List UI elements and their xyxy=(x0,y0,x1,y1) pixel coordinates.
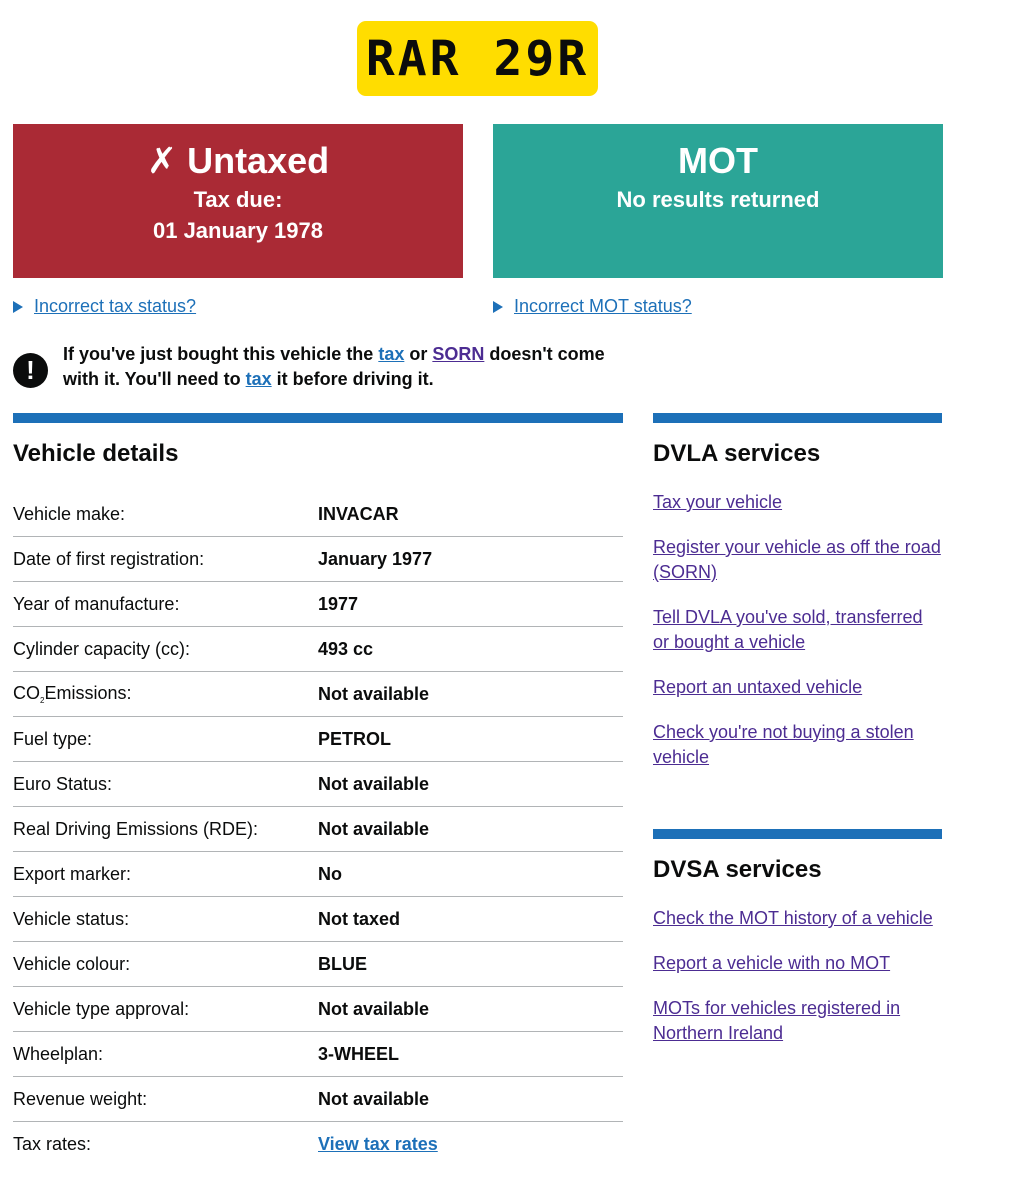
summary-key: Vehicle colour: xyxy=(13,953,131,974)
tax-your-vehicle-link[interactable]: Tax your vehicle xyxy=(653,492,783,512)
summary-row xyxy=(13,1077,623,1122)
summary-row xyxy=(13,717,623,762)
summary-key: Year of manufacture: xyxy=(13,593,180,614)
summary-row xyxy=(13,987,623,1032)
summary-value: January 1977 xyxy=(318,548,433,569)
vehicle-details-list xyxy=(13,492,623,1167)
tax-status-panel xyxy=(13,124,463,278)
report-no-mot-link[interactable]: Report a vehicle with no MOT xyxy=(653,953,891,973)
incorrect-mot-status-toggle[interactable] xyxy=(493,296,692,317)
tax-due-date: 01 January 1978 xyxy=(152,218,324,243)
warning-text-part: or xyxy=(404,344,433,364)
summary-row xyxy=(13,537,623,582)
mot-status-heading: MOT xyxy=(678,140,758,181)
warning-text-part: doesn't come with it. You'll need to xyxy=(63,344,605,389)
incorrect-tax-status-label: Incorrect tax status? xyxy=(34,296,197,316)
co2-label: CO xyxy=(13,683,40,703)
summary-value: Not available xyxy=(318,773,430,794)
vehicle-details-title: Vehicle details xyxy=(13,440,179,467)
summary-key: Vehicle type approval: xyxy=(13,998,190,1019)
view-tax-rates-link[interactable]: View tax rates xyxy=(318,1134,438,1154)
summary-key: Export marker: xyxy=(13,863,132,884)
report-untaxed-vehicle-link[interactable]: Report an untaxed vehicle xyxy=(653,677,863,697)
mot-northern-ireland-link[interactable]: MOTs for vehicles registered in Northern Ireland xyxy=(653,998,901,1043)
summary-row xyxy=(13,672,623,717)
registration-plate xyxy=(357,21,598,96)
dvla-services-title: DVLA services xyxy=(653,440,821,467)
summary-value: Not available xyxy=(318,818,430,839)
summary-row xyxy=(13,1122,623,1167)
dvsa-services-rule xyxy=(653,829,942,839)
summary-key: Vehicle make: xyxy=(13,503,126,524)
warning-text-part: it before driving it. xyxy=(271,369,434,389)
summary-key: Date of first registration: xyxy=(13,548,205,569)
check-stolen-vehicle-link[interactable]: Check you're not buying a stolen vehicle xyxy=(653,722,914,767)
exclamation-icon: ! xyxy=(13,353,48,388)
summary-value: Not available xyxy=(318,683,430,704)
triangle-right-icon xyxy=(493,301,503,313)
summary-value: INVACAR xyxy=(318,503,399,524)
warning-message xyxy=(63,342,623,392)
summary-key xyxy=(13,683,318,705)
mot-status-message: No results returned xyxy=(616,187,820,212)
summary-value: PETROL xyxy=(318,728,392,749)
summary-row xyxy=(13,492,623,537)
summary-row xyxy=(13,852,623,897)
registration-number: RAR 29R xyxy=(365,30,590,87)
tax-status-heading xyxy=(13,140,463,182)
summary-row xyxy=(13,897,623,942)
summary-key: Vehicle status: xyxy=(13,908,130,929)
co2-subscript: 2 xyxy=(40,696,45,705)
summary-value: BLUE xyxy=(318,953,367,974)
summary-row xyxy=(13,942,623,987)
check-mot-history-link[interactable]: Check the MOT history of a vehicle xyxy=(653,908,933,928)
summary-value: 3-WHEEL xyxy=(318,1043,399,1064)
dvla-services-rule xyxy=(653,413,942,423)
warning-text-part: If you've just bought this vehicle the xyxy=(63,344,379,364)
emissions-label: Emissions: xyxy=(44,683,132,703)
summary-key: Euro Status: xyxy=(13,773,113,794)
tax-due-label: Tax due: xyxy=(193,187,283,212)
sorn-link[interactable]: SORN xyxy=(432,344,485,364)
summary-row xyxy=(13,807,623,852)
dvla-services-list xyxy=(653,490,943,790)
summary-value: 1977 xyxy=(318,593,359,614)
summary-key: Fuel type: xyxy=(13,728,93,749)
cross-icon: ✗ xyxy=(146,140,178,181)
summary-value: Not available xyxy=(318,998,430,1019)
summary-value: 493 cc xyxy=(318,638,374,659)
register-sorn-link[interactable]: Register your vehicle as off the road (SORN) xyxy=(653,537,941,582)
summary-key: Real Driving Emissions (RDE): xyxy=(13,818,259,839)
summary-key: Revenue weight: xyxy=(13,1088,148,1109)
tax-link[interactable]: tax xyxy=(245,369,272,389)
summary-row xyxy=(13,627,623,672)
incorrect-mot-status-label: Incorrect MOT status? xyxy=(514,296,692,316)
summary-key: Tax rates: xyxy=(13,1134,92,1154)
summary-key: Cylinder capacity (cc): xyxy=(13,638,191,659)
tax-link[interactable]: tax xyxy=(378,344,405,364)
dvsa-services-list xyxy=(653,906,943,1066)
summary-row xyxy=(13,582,623,627)
dvsa-services-title: DVSA services xyxy=(653,856,822,883)
tell-dvla-sold-vehicle-link[interactable]: Tell DVLA you've sold, transferred or bought a vehicle xyxy=(653,607,923,652)
vehicle-details-rule xyxy=(13,413,623,423)
summary-value: Not taxed xyxy=(318,908,401,929)
tax-status-label: Untaxed xyxy=(187,140,330,181)
summary-key: Wheelplan: xyxy=(13,1043,104,1064)
incorrect-tax-status-toggle[interactable] xyxy=(13,296,196,317)
summary-value: Not available xyxy=(318,1088,430,1109)
mot-status-panel xyxy=(493,124,943,278)
summary-row xyxy=(13,762,623,807)
summary-value: No xyxy=(318,863,342,884)
warning-text xyxy=(13,342,623,392)
summary-row xyxy=(13,1032,623,1077)
triangle-right-icon xyxy=(13,301,23,313)
